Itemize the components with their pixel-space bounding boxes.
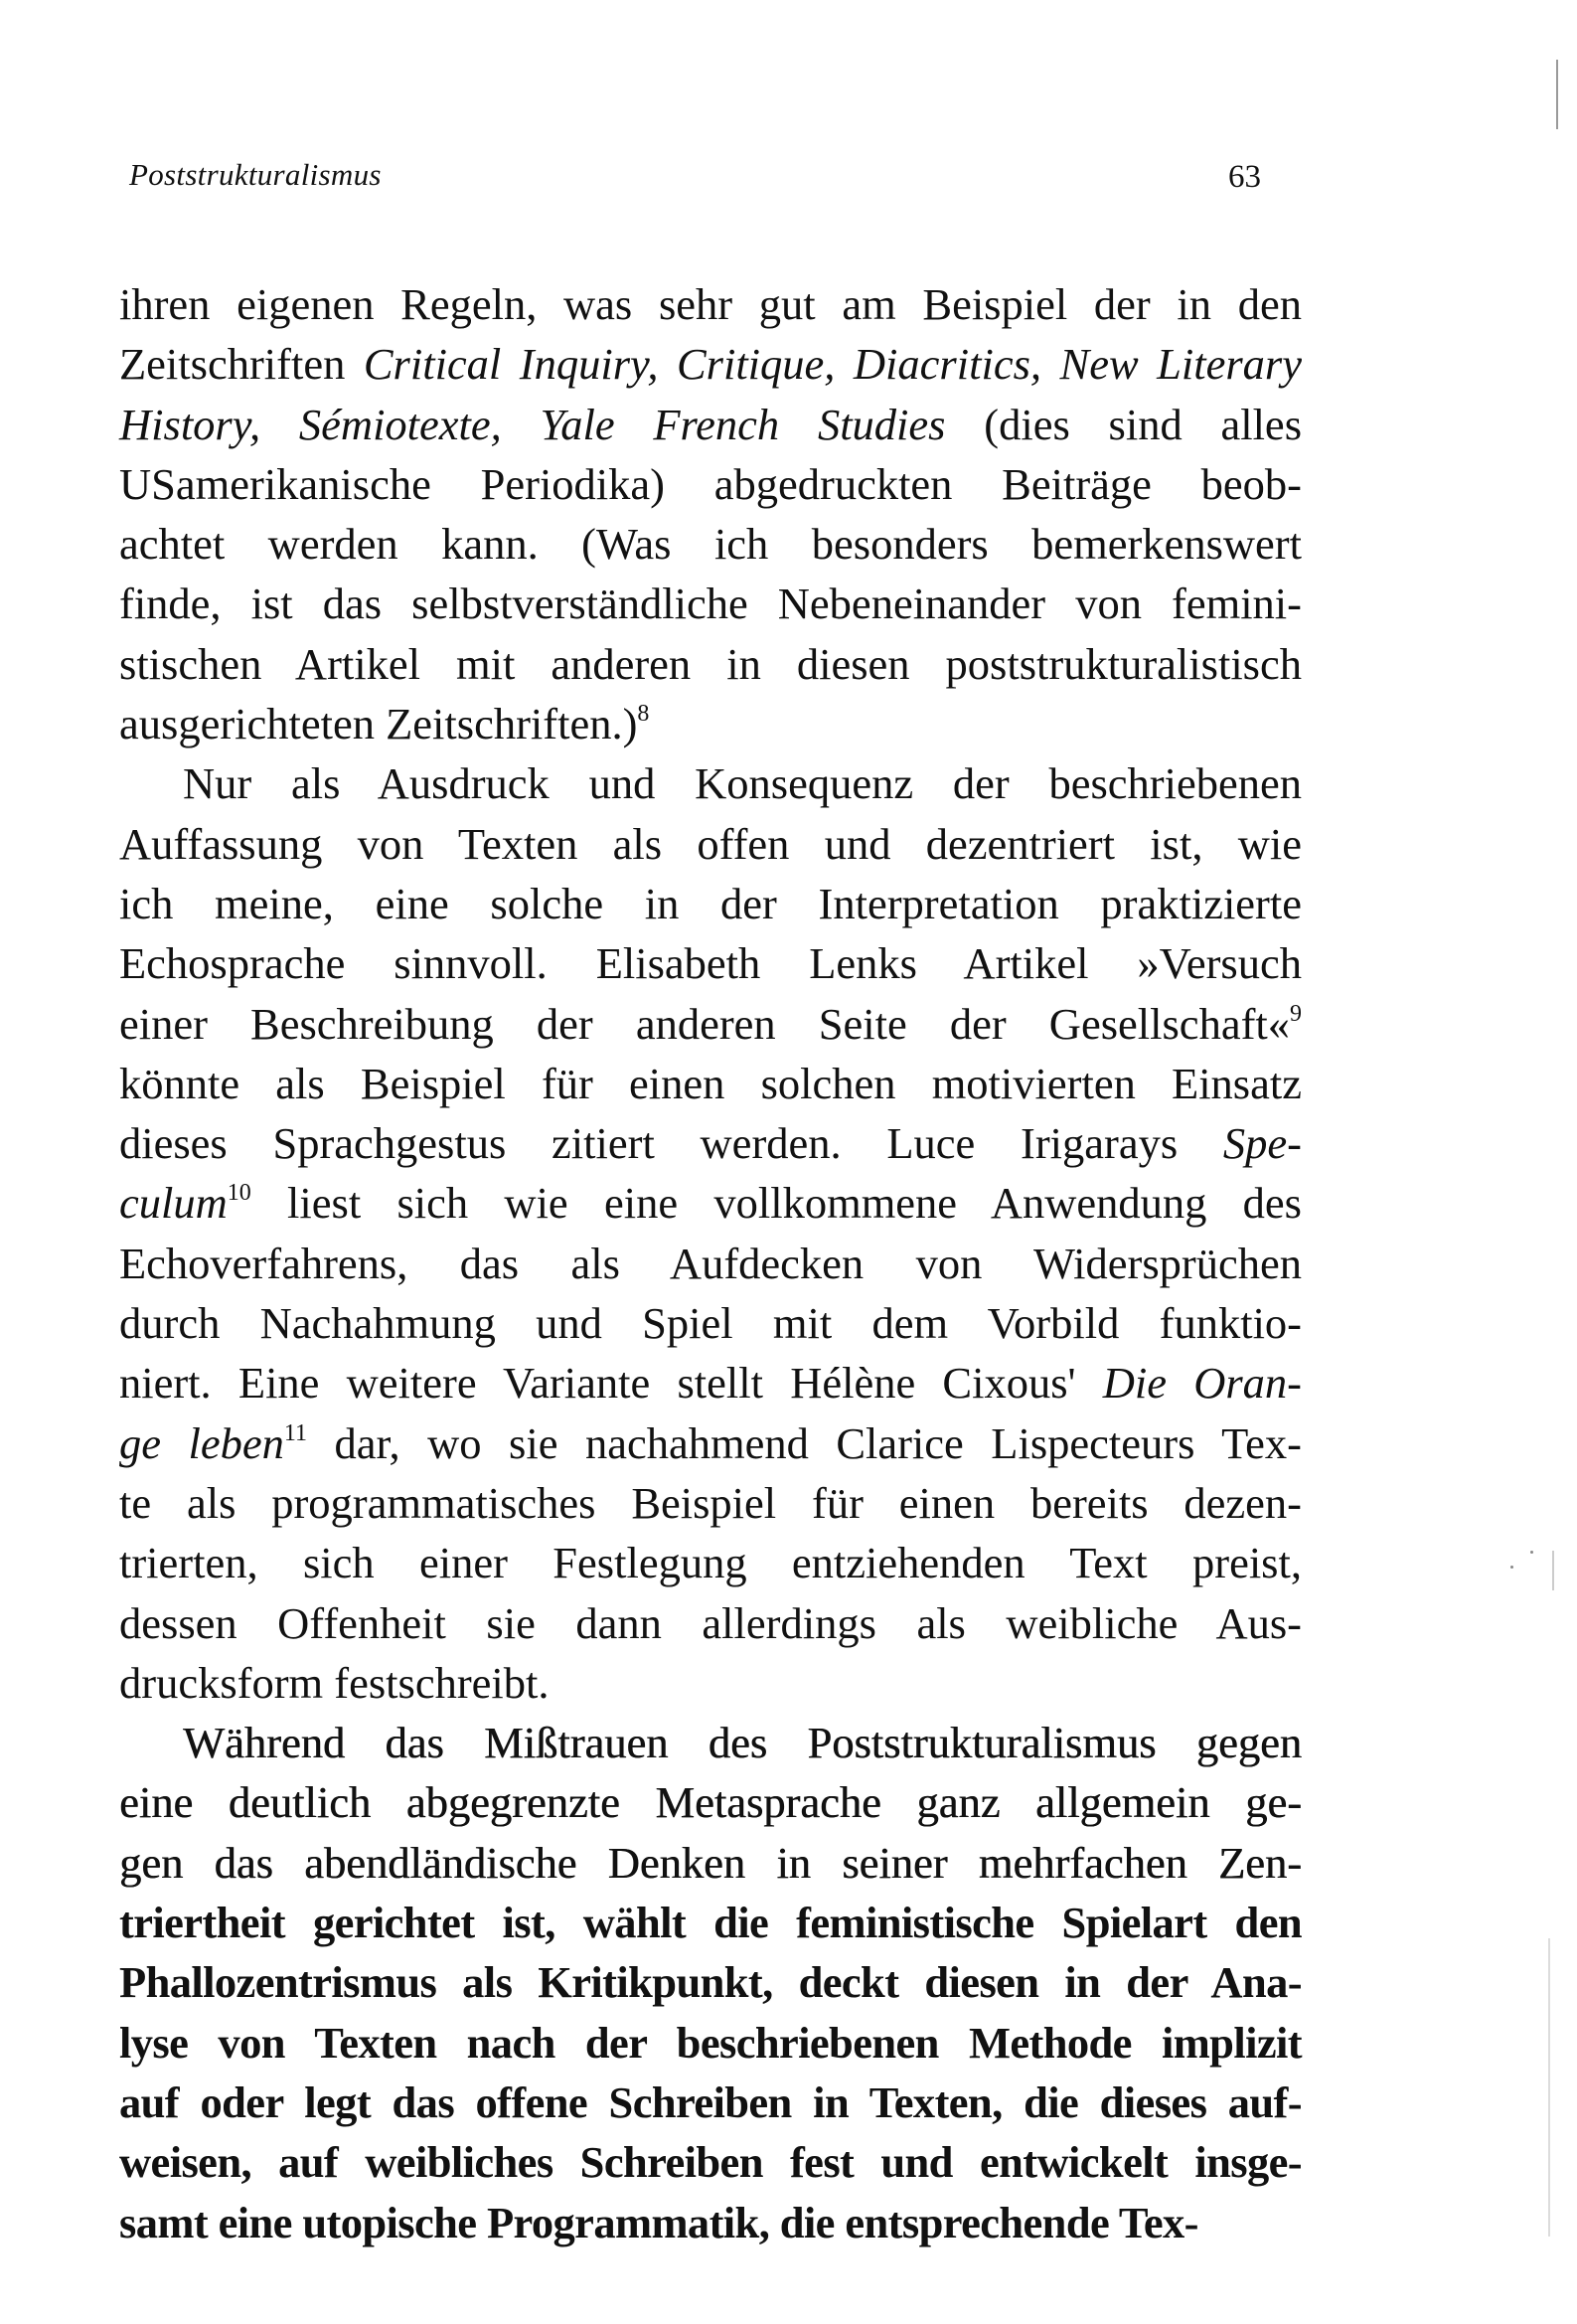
scan-artifact (1530, 1551, 1533, 1554)
text-line (119, 1413, 1302, 1473)
italic-text: culum (119, 1178, 228, 1229)
text-run: drucksform festschreibt. (119, 1657, 550, 1708)
text-line (119, 274, 1302, 334)
text-line (119, 1833, 1302, 1893)
text-line (119, 1113, 1302, 1173)
text-run: lyse von Texten nach der beschriebenen Methode implizit (119, 2017, 1302, 2068)
text-line (119, 1593, 1302, 1653)
text-run: (dies sind alles (945, 399, 1303, 449)
italic-text: History, Sémiotexte, Yale French Studies (119, 399, 946, 449)
text-run: gen das abendländische Denken in seiner mehrfachen Zen- (119, 1837, 1302, 1888)
text-line (119, 1054, 1302, 1113)
text-run: ihren eigenen Regeln, was sehr gut am Beispiel der in den (119, 279, 1302, 329)
page-number: 63 (1228, 159, 1261, 195)
text-line (119, 334, 1302, 394)
text-line (119, 1952, 1302, 2012)
text-run: trierten, sich einer Festlegung entziehenden Text preist, (119, 1538, 1302, 1588)
footnote-marker: 9 (1290, 1000, 1302, 1027)
text-run: durch Nachahmung und Spiel mit dem Vorbild funktio- (119, 1298, 1302, 1349)
text-line (119, 2013, 1302, 2073)
text-run: einer Beschreibung der anderen Seite der Gesellschaft« (119, 998, 1290, 1049)
text-line (119, 1234, 1302, 1293)
italic-text: Die Oran- (1102, 1358, 1303, 1409)
text-line (119, 1293, 1302, 1353)
text-run: Nur als Ausdruck und Konsequenz der beschriebenen (183, 758, 1302, 809)
scan-artifact (1552, 1551, 1554, 1590)
text-run: dieses Sprachgestus zitiert werden. Luce Irigarays (119, 1118, 1223, 1169)
text-run: ich meine, eine solche in der Interpretation praktizierte (119, 878, 1302, 928)
text-run: triertheit gerichtet ist, wählt die feministische Spielart den (119, 1898, 1302, 1948)
paragraph-1 (119, 274, 1302, 753)
text-line (119, 814, 1302, 874)
text-line (119, 694, 1302, 753)
text-line (119, 395, 1302, 454)
text-line (119, 933, 1302, 993)
footnote-marker: 10 (227, 1180, 251, 1207)
body-text (119, 274, 1302, 2252)
running-head: Poststrukturalismus (129, 157, 382, 192)
text-run: niert. Eine weitere Variante stellt Hélène Cixous' (119, 1358, 1103, 1409)
text-run: finde, ist das selbstverständliche Nebeneinander von femini- (119, 579, 1302, 629)
scan-artifact (1510, 1566, 1513, 1569)
paragraph-2 (119, 753, 1302, 1713)
italic-text: Spe- (1222, 1118, 1302, 1169)
text-run: auf oder legt das offene Schreiben in Texten, die dieses auf- (119, 2076, 1302, 2127)
text-run: te als programmatisches Beispiel für einen bereits dezen- (119, 1477, 1302, 1528)
text-run: USamerikanische Periodika) abgedruckten Beiträge beob- (119, 458, 1302, 509)
text-line (119, 1353, 1302, 1412)
text-run: dar, wo sie nachahmend Clarice Lispecteurs Tex- (306, 1417, 1302, 1468)
text-line (119, 874, 1302, 933)
text-run: eine deutlich abgegrenzte Metasprache ganz allgemein ge- (119, 1777, 1302, 1828)
text-line (119, 634, 1302, 694)
text-line (119, 1772, 1302, 1832)
text-line (119, 2132, 1302, 2192)
footnote-marker: 11 (283, 1419, 307, 1446)
text-run: weisen, auf weibliches Schreiben fest und entwickelt insge- (119, 2137, 1302, 2188)
text-line (119, 574, 1302, 633)
text-run: Phallozentrismus als Kritikpunkt, deckt diesen in der Ana- (119, 1957, 1302, 2008)
scan-artifact (1556, 60, 1558, 129)
text-line (119, 2073, 1302, 2132)
text-run: achtet werden kann. (Was ich besonders bemerkenswert (119, 519, 1302, 570)
text-run: Während das Mißtrauen des Poststrukturalismus gegen (183, 1718, 1302, 1768)
text-run: könnte als Beispiel für einen solchen motivierten Einsatz (119, 1058, 1302, 1108)
text-line (119, 454, 1302, 514)
text-line (119, 1533, 1302, 1592)
text-line (119, 994, 1302, 1054)
text-line (119, 753, 1302, 813)
text-run: Echosprache sinnvoll. Elisabeth Lenks Artikel »Versuch (119, 938, 1302, 989)
text-line (119, 2193, 1302, 2252)
text-run: samt eine utopische Programmatik, die entsprechende Tex- (119, 2197, 1198, 2247)
text-line (119, 1473, 1302, 1533)
text-line (119, 1653, 1302, 1713)
text-run: Echoverfahrens, das als Aufdecken von Widersprüchen (119, 1238, 1302, 1288)
text-run: Zeitschriften (119, 339, 364, 390)
text-run: Auffassung von Texten als offen und dezentriert ist, wie (119, 818, 1302, 869)
text-line (119, 1893, 1302, 1952)
text-line (119, 514, 1302, 574)
paragraph-3 (119, 1713, 1302, 2252)
footnote-marker: 8 (637, 701, 650, 728)
italic-text: Critical Inquiry, Critique, Diacritics, New Literary (363, 339, 1302, 390)
text-line (119, 1173, 1302, 1233)
text-run: stischen Artikel mit anderen in diesen poststrukturalistisch (119, 638, 1302, 689)
text-run: dessen Offenheit sie dann allerdings als weibliche Aus- (119, 1597, 1302, 1648)
text-line (119, 1713, 1302, 1772)
text-run: liest sich wie eine vollkommene Anwendung des (250, 1178, 1302, 1229)
text-run: ausgerichteten Zeitschriften.) (119, 699, 638, 749)
scan-artifact (1548, 1938, 1550, 2237)
italic-text: ge leben (119, 1417, 284, 1468)
